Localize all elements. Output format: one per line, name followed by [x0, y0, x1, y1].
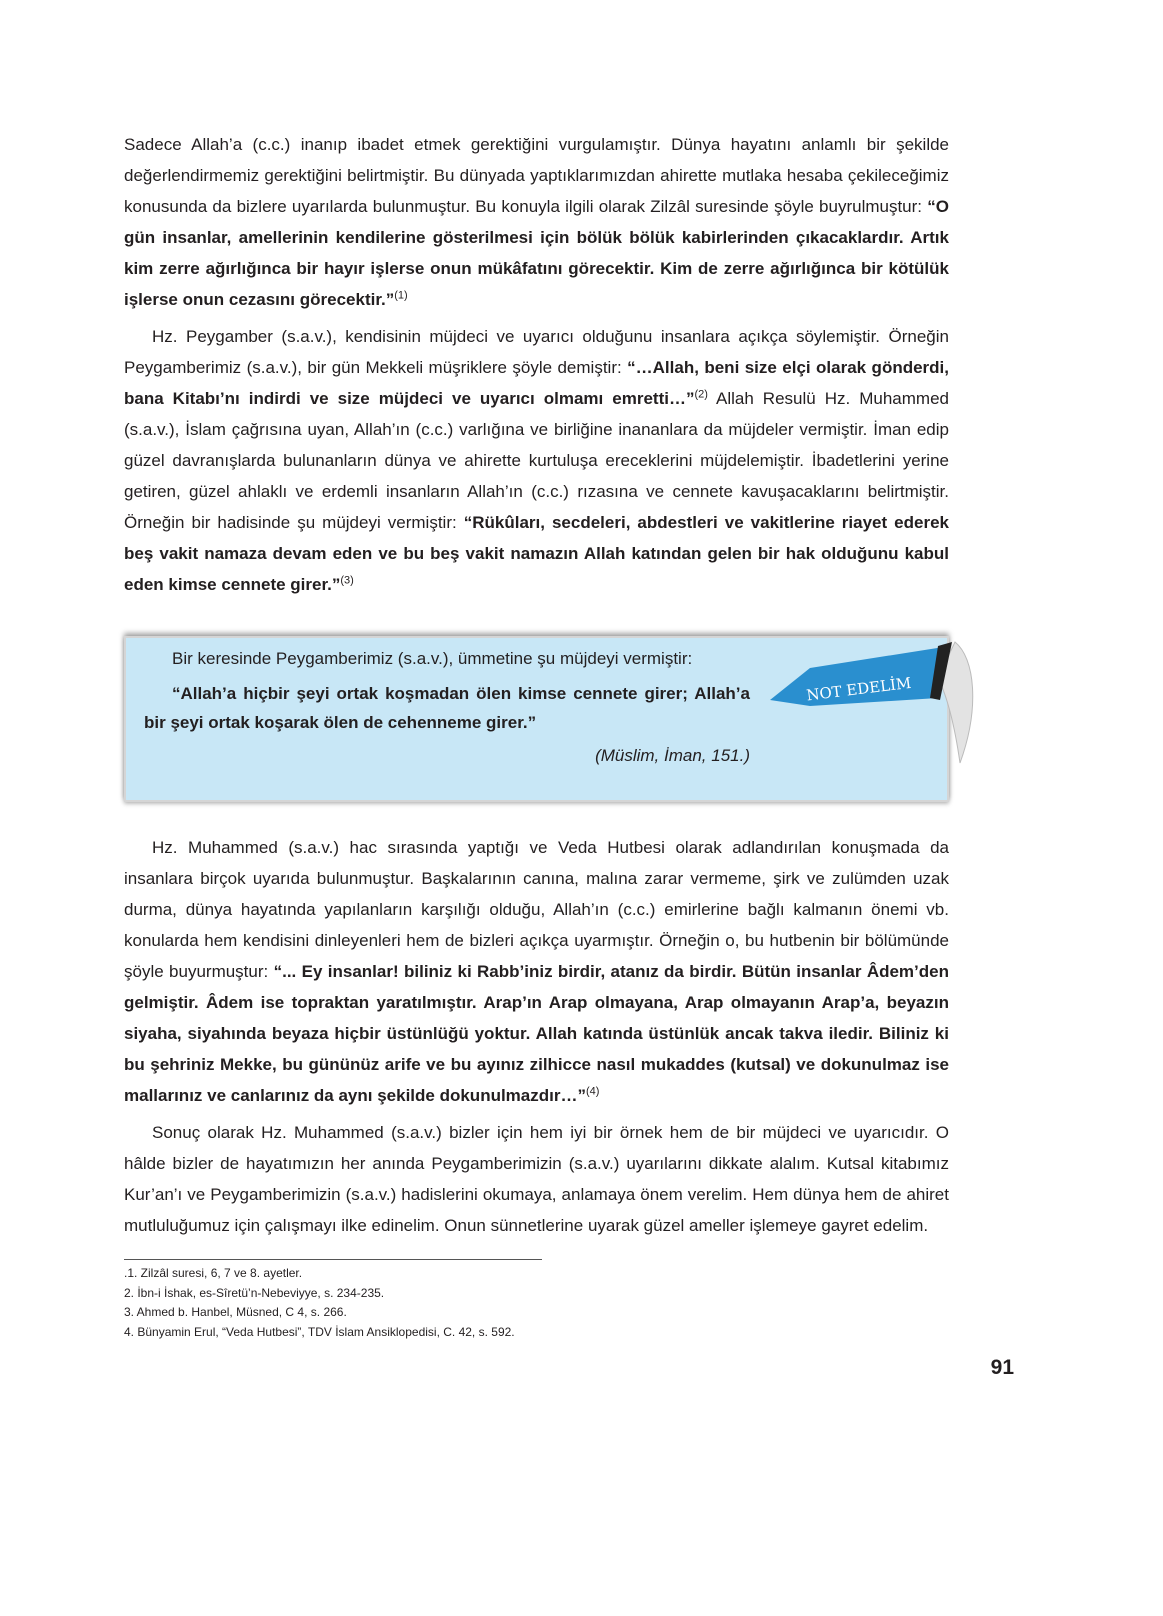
- hadith-quote: “…Allah, beni size elçi olarak gönderdi, bana Kitabı’nı indirdi ve size müjdeci ve uyarıcı olmamı emretti…”: [124, 358, 949, 408]
- paragraph-3: [124, 832, 949, 1111]
- footnote: .1. Zilzâl suresi, 6, 7 ve 8. ayetler.: [124, 1266, 303, 1280]
- paragraph-2: [124, 321, 949, 600]
- footnote-ref: (1): [394, 289, 408, 302]
- footnote-ref: (2): [694, 388, 708, 401]
- note-quote: “Allah’a hiçbir şeyi ortak koşmadan ölen kimse cennete girer; Allah’a bir şeyi ortak koşarak ölen de cehenneme girer.”: [144, 684, 750, 732]
- footnote-divider: [124, 1259, 542, 1260]
- sermon-quote: “... Ey insanlar! biliniz ki Rabb’iniz birdir, atanız da birdir. Bütün insanlar Âdem’den gelmiştir. Âdem ise topraktan yaratılmıştır. Arap’ın Arap olmayana, Arap olmayanın Arap’a, beyazın siyaha, siyahında beyaza hiçbir üstünlüğü yoktur. Allah katında üstünlük ancak takva iledir. Biliniz ki bu şehriniz Mekke, bu gününüz arife ve bu ayınız zilhicce nasıl mukaddes (kutsal) ve dokunulmaz ise mallarınız ve canlarınız da aynı şekilde dokunulmazdır…”: [124, 962, 949, 1105]
- page-number: 91: [990, 1356, 1014, 1379]
- footnote-ref: (3): [340, 574, 354, 587]
- hadith-quote: “Rükûları, secdeleri, abdestleri ve vakitlerine riayet ederek beş vakit namaza devam eden ve bu beş vakit namazın Allah katından gelen bir hak olduğunu kabul eden kimse cennete girer.”: [124, 513, 949, 594]
- note-box: [124, 636, 949, 802]
- paragraph-4: [124, 1117, 949, 1241]
- text: Hz. Peygamber (s.a.v.), kendisinin müjdeci ve uyarıcı olduğunu insanlara açıkça söylemiştir. Örneğin Peygamberimiz (s.a.v.), bir gün Mekkeli müşriklere şöyle demiştir:: [124, 327, 949, 377]
- footnote: 4. Bünyamin Erul, “Veda Hutbesi”, TDV İslam Ansiklopedisi, C. 42, s. 592.: [124, 1324, 515, 1339]
- footnote: 2. İbn-i İshak, es-Sîretü’n-Nebeviyye, s. 234-235.: [124, 1285, 385, 1300]
- text: Sadece Allah’a (c.c.) inanıp ibadet etmek gerektiğini vurgulamıştır. Dünya hayatını anlamlı bir şekilde değerlendirmemiz gerektiğini belirtmiştir. Bu dünyada yaptıklarımızdan ahirette mutlaka hesaba çekileceğimiz konusunda da bizlere uyarılarda bulunmuştur. Bu konuyla ilgili olarak Zilzâl suresinde şöyle buyrulmuştur:: [124, 135, 949, 216]
- note-intro: Bir keresinde Peygamberimiz (s.a.v.), ümmetine şu müjdeyi vermiştir:: [172, 649, 693, 668]
- ribbon-label: NOT EDELİM: [805, 673, 913, 705]
- text: Allah Resulü Hz. Muhammed (s.a.v.), İslam çağrısına uyan, Allah’ın (c.c.) varlığına ve birliğine inananlara da müjdeler vermiştir. İman edip güzel davranışlarda bulunanların dünya ve ahirette kurtuluşa ereceklerini müjdelemiştir. İbadetlerini yerine getiren, güzel ahlaklı ve erdemli insanların Allah’ın (c.c.) rızasına ve cennete kavuşacaklarını belirtmiştir. Örneğin bir hadisinde şu müjdeyi vermiştir:: [124, 389, 949, 532]
- footnotes: [124, 1264, 1163, 1342]
- text-column: [124, 129, 949, 1241]
- paragraph-1: [124, 129, 949, 315]
- footnote-ref: (4): [585, 1085, 600, 1098]
- text: Sonuç olarak Hz. Muhammed (s.a.v.) bizler için hem iyi bir örnek hem de bir müjdeci ve uyarıcıdır. O hâlde bizler de hayatımızın her anında Peygamberimizin (s.a.v.) uyarılarını dikkate alalım. Kutsal kitabımız Kur’an’ı ve Peygamberimizin (s.a.v.) hadislerini okumaya, anlamaya önem verelim. Hem dünya hem de ahiret mutluluğumuz için çalışmayı ilke edinelim. Onun sünnetlerine uyarak güzel ameller işlemeye gayret edelim.: [124, 1123, 949, 1235]
- text: Hz. Muhammed (s.a.v.) hac sırasında yaptığı ve Veda Hutbesi olarak adlandırılan konuşmada da insanlara birçok uyarıda bulunmuştur. Başkalarının canına, malına zarar vermeme, şirk ve zulümden uzak durma, dünya hayatında yapılanların karşılığı olduğu, Allah’ın (c.c.) emirlerine bağlı kalmanın önemi vb. konularda hem kendisini dinleyenleri hem de bizleri açıkça uyarmıştır. Örneğin o, bu hutbenin bir bölümünde şöyle buyurmuştur:: [124, 838, 949, 981]
- not-edelim-ribbon: [770, 638, 980, 768]
- note-source: (Müslim, İman, 151.): [595, 746, 750, 765]
- quran-quote: “O gün insanlar, amellerinin kendilerine gösterilmesi için bölük bölük kabirlerinden çıkacaklardır. Artık kim zerre ağırlığınca bir hayır işlerse onun mükâfatını görecektir. Kim de zerre ağırlığınca bir kötülük işlerse onun cezasını görecektir.”: [124, 197, 949, 309]
- footnote: 3. Ahmed b. Hanbel, Müsned, C 4, s. 266.: [124, 1305, 347, 1319]
